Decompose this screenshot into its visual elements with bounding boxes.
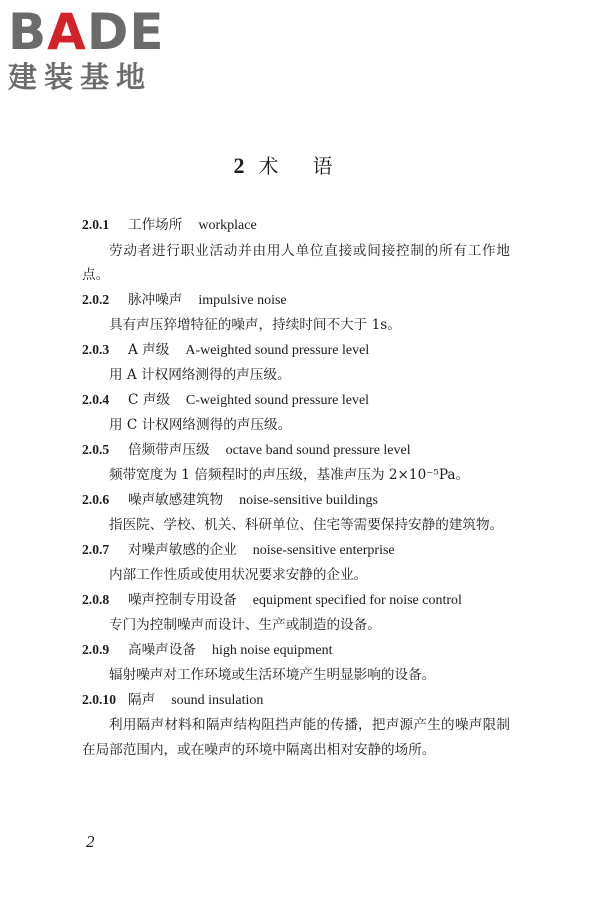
term-chinese: 高噪声设备: [128, 641, 196, 658]
page-number: 2: [86, 832, 95, 851]
term-number: 2.0.6: [82, 491, 110, 507]
term-chinese: 对噪声敏感的企业: [128, 541, 237, 558]
chapter-number: 2: [233, 153, 245, 178]
term-english: equipment specified for noise control: [252, 592, 462, 608]
term-entry: [82, 338, 510, 388]
term-definition: 辐射噪声对工作环境或生活环境产生明显影响的设备。: [109, 667, 436, 683]
brand-letters-de: DE: [86, 3, 165, 61]
term-definition: 专门为控制噪声而设计、生产或制造的设备。: [109, 617, 381, 633]
brand-logo-chinese: 建装基地: [8, 60, 153, 94]
term-chinese: 倍频带声压级: [128, 441, 210, 458]
term-heading: [82, 338, 510, 364]
term-number: 2.0.2: [82, 291, 110, 307]
term-entry: [82, 588, 510, 638]
term-definition: 用 C 计权网络测得的声压级。: [109, 417, 292, 433]
term-number: 2.0.3: [82, 341, 110, 357]
term-heading: [82, 288, 510, 314]
term-entry: [82, 213, 510, 288]
term-entry: [82, 688, 510, 763]
term-heading: [82, 688, 510, 714]
brand-logo: [8, 3, 178, 94]
term-number: 2.0.9: [82, 641, 110, 657]
term-heading: [82, 438, 510, 464]
term-definition: 指医院、学校、机关、科研单位、住宅等需要保持安静的建筑物。: [109, 517, 504, 533]
term-entry: [82, 438, 510, 488]
term-number: 2.0.1: [82, 217, 110, 232]
terms-list: [82, 213, 510, 762]
term-chinese: 噪声敏感建筑物: [128, 491, 224, 508]
term-heading: [82, 213, 510, 239]
term-english: octave band sound pressure level: [225, 442, 411, 458]
term-number: 2.0.4: [82, 391, 110, 407]
brand-logo-latin: [8, 3, 178, 61]
term-chinese: 工作场所: [128, 217, 183, 233]
term-english: workplace: [198, 218, 257, 233]
term-entry: [82, 538, 510, 588]
term-number: 2.0.8: [82, 591, 110, 607]
term-chinese: 脉冲噪声: [128, 291, 183, 308]
chapter-title: 术语: [258, 154, 367, 178]
brand-letter-a: A: [47, 3, 87, 61]
term-definition: 具有声压猝增特征的噪声，持续时间不大于 1s。: [109, 317, 401, 333]
term-number: 2.0.5: [82, 441, 110, 457]
term-chinese: A 声级: [128, 341, 170, 358]
term-heading: [82, 488, 510, 514]
term-entry: [82, 388, 510, 438]
term-english: A-weighted sound pressure level: [185, 342, 370, 358]
term-heading: [82, 388, 510, 414]
chapter-heading: [0, 150, 600, 179]
term-heading: [82, 638, 510, 664]
term-definition: 劳动者进行职业活动并由用人单位直接或间接控制的所有工作地点。: [82, 242, 510, 283]
term-heading: [82, 588, 510, 614]
brand-letter-b: B: [8, 3, 48, 61]
term-number: 2.0.10: [82, 691, 116, 707]
term-definition: 利用隔声材料和隔声结构阻挡声能的传播，把声源产生的噪声限制在局部范围内，或在噪声的环境中隔离出相对安静的场所。: [82, 717, 510, 758]
term-entry: [82, 488, 510, 538]
term-english: sound insulation: [171, 692, 264, 708]
term-heading: [82, 538, 510, 564]
term-english: noise-sensitive buildings: [239, 492, 378, 508]
term-definition: 用 A 计权网络测得的声压级。: [109, 367, 291, 383]
term-chinese: 噪声控制专用设备: [128, 591, 237, 608]
term-english: high noise equipment: [211, 642, 333, 658]
term-chinese: C 声级: [128, 391, 170, 408]
term-english: noise-sensitive enterprise: [252, 542, 395, 558]
term-english: C-weighted sound pressure level: [185, 392, 370, 408]
term-definition: 内部工作性质或使用状况要求安静的企业。: [109, 567, 368, 583]
term-chinese: 隔声: [128, 691, 156, 708]
term-number: 2.0.7: [82, 541, 110, 557]
term-definition: 频带宽度为 1 倍频程时的声压级，基准声压为 2×10⁻⁵Pa。: [109, 467, 470, 483]
term-entry: [82, 638, 510, 688]
term-english: impulsive noise: [198, 292, 287, 308]
term-entry: [82, 288, 510, 338]
